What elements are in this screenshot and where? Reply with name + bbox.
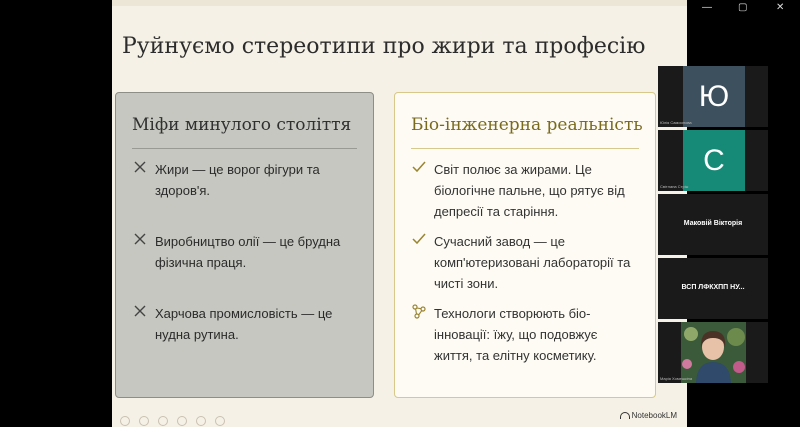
myth-text: Виробництво олії — це брудна фізична праця. [155, 234, 341, 270]
fullscreen-icon[interactable] [196, 416, 206, 426]
participant-name: Маковій Вікторія [683, 220, 743, 227]
cross-icon [132, 159, 148, 175]
reality-text: Світ полює за жирами. Це біологічне пальне, що рятує від депресії та старіння. [434, 162, 625, 219]
minimize-button[interactable]: — [702, 2, 712, 13]
prev-icon[interactable] [120, 416, 130, 426]
participant-label: Юлія Самоилова [660, 120, 692, 125]
participant-tile[interactable] [658, 258, 768, 319]
check-icon [411, 159, 427, 175]
participant-video [681, 322, 746, 383]
participant-name: ВСП ЛФКХПП НУ... [681, 284, 745, 291]
notebooklm-logo: NotebookLM [620, 411, 677, 420]
check-icon [411, 231, 427, 247]
myth-text: Харчова промисловість — це нудна рутина. [155, 306, 333, 342]
molecule-icon [411, 303, 427, 319]
slide-controls [120, 413, 234, 427]
myths-card [115, 92, 374, 398]
cross-icon [132, 231, 148, 247]
maximize-button[interactable]: ▢ [738, 2, 748, 13]
slide-top-bar [112, 0, 687, 6]
avatar: С [683, 130, 745, 191]
divider [132, 148, 357, 149]
close-button[interactable]: ✕ [776, 2, 785, 13]
grid-icon[interactable] [177, 416, 187, 426]
cross-icon [132, 303, 148, 319]
avatar: Ю [683, 66, 745, 127]
participant-tile[interactable] [658, 130, 768, 191]
window-controls [690, 0, 800, 16]
notebooklm-logo-icon [620, 412, 630, 419]
participant-label: Марія Хомешкіна [660, 376, 693, 381]
reality-text: Сучасний завод — це комп'ютеризовані лабораторії та чисті зони. [434, 234, 631, 291]
next-icon[interactable] [158, 416, 168, 426]
divider [411, 148, 639, 149]
participant-tile[interactable] [658, 322, 768, 383]
reality-card [394, 92, 656, 398]
myth-text: Жири — це ворог фігури та здоров'я. [155, 162, 320, 198]
participant-tile[interactable] [658, 66, 768, 127]
participant-label: Світлана Стріж [660, 184, 689, 189]
slide-title: Руйнуємо стереотипи про жири та професію [122, 34, 646, 59]
more-icon[interactable] [215, 416, 225, 426]
presentation-slide [112, 0, 687, 427]
reality-text: Технологи створюють біо-інновації: їжу, що подовжує життя, та елітну косметику. [434, 306, 598, 363]
reality-card-title: Біо-інженерна реальність [411, 115, 643, 135]
cursor-icon[interactable] [139, 416, 149, 426]
participant-tile[interactable] [658, 194, 768, 255]
myths-card-title: Міфи минулого століття [132, 115, 352, 135]
